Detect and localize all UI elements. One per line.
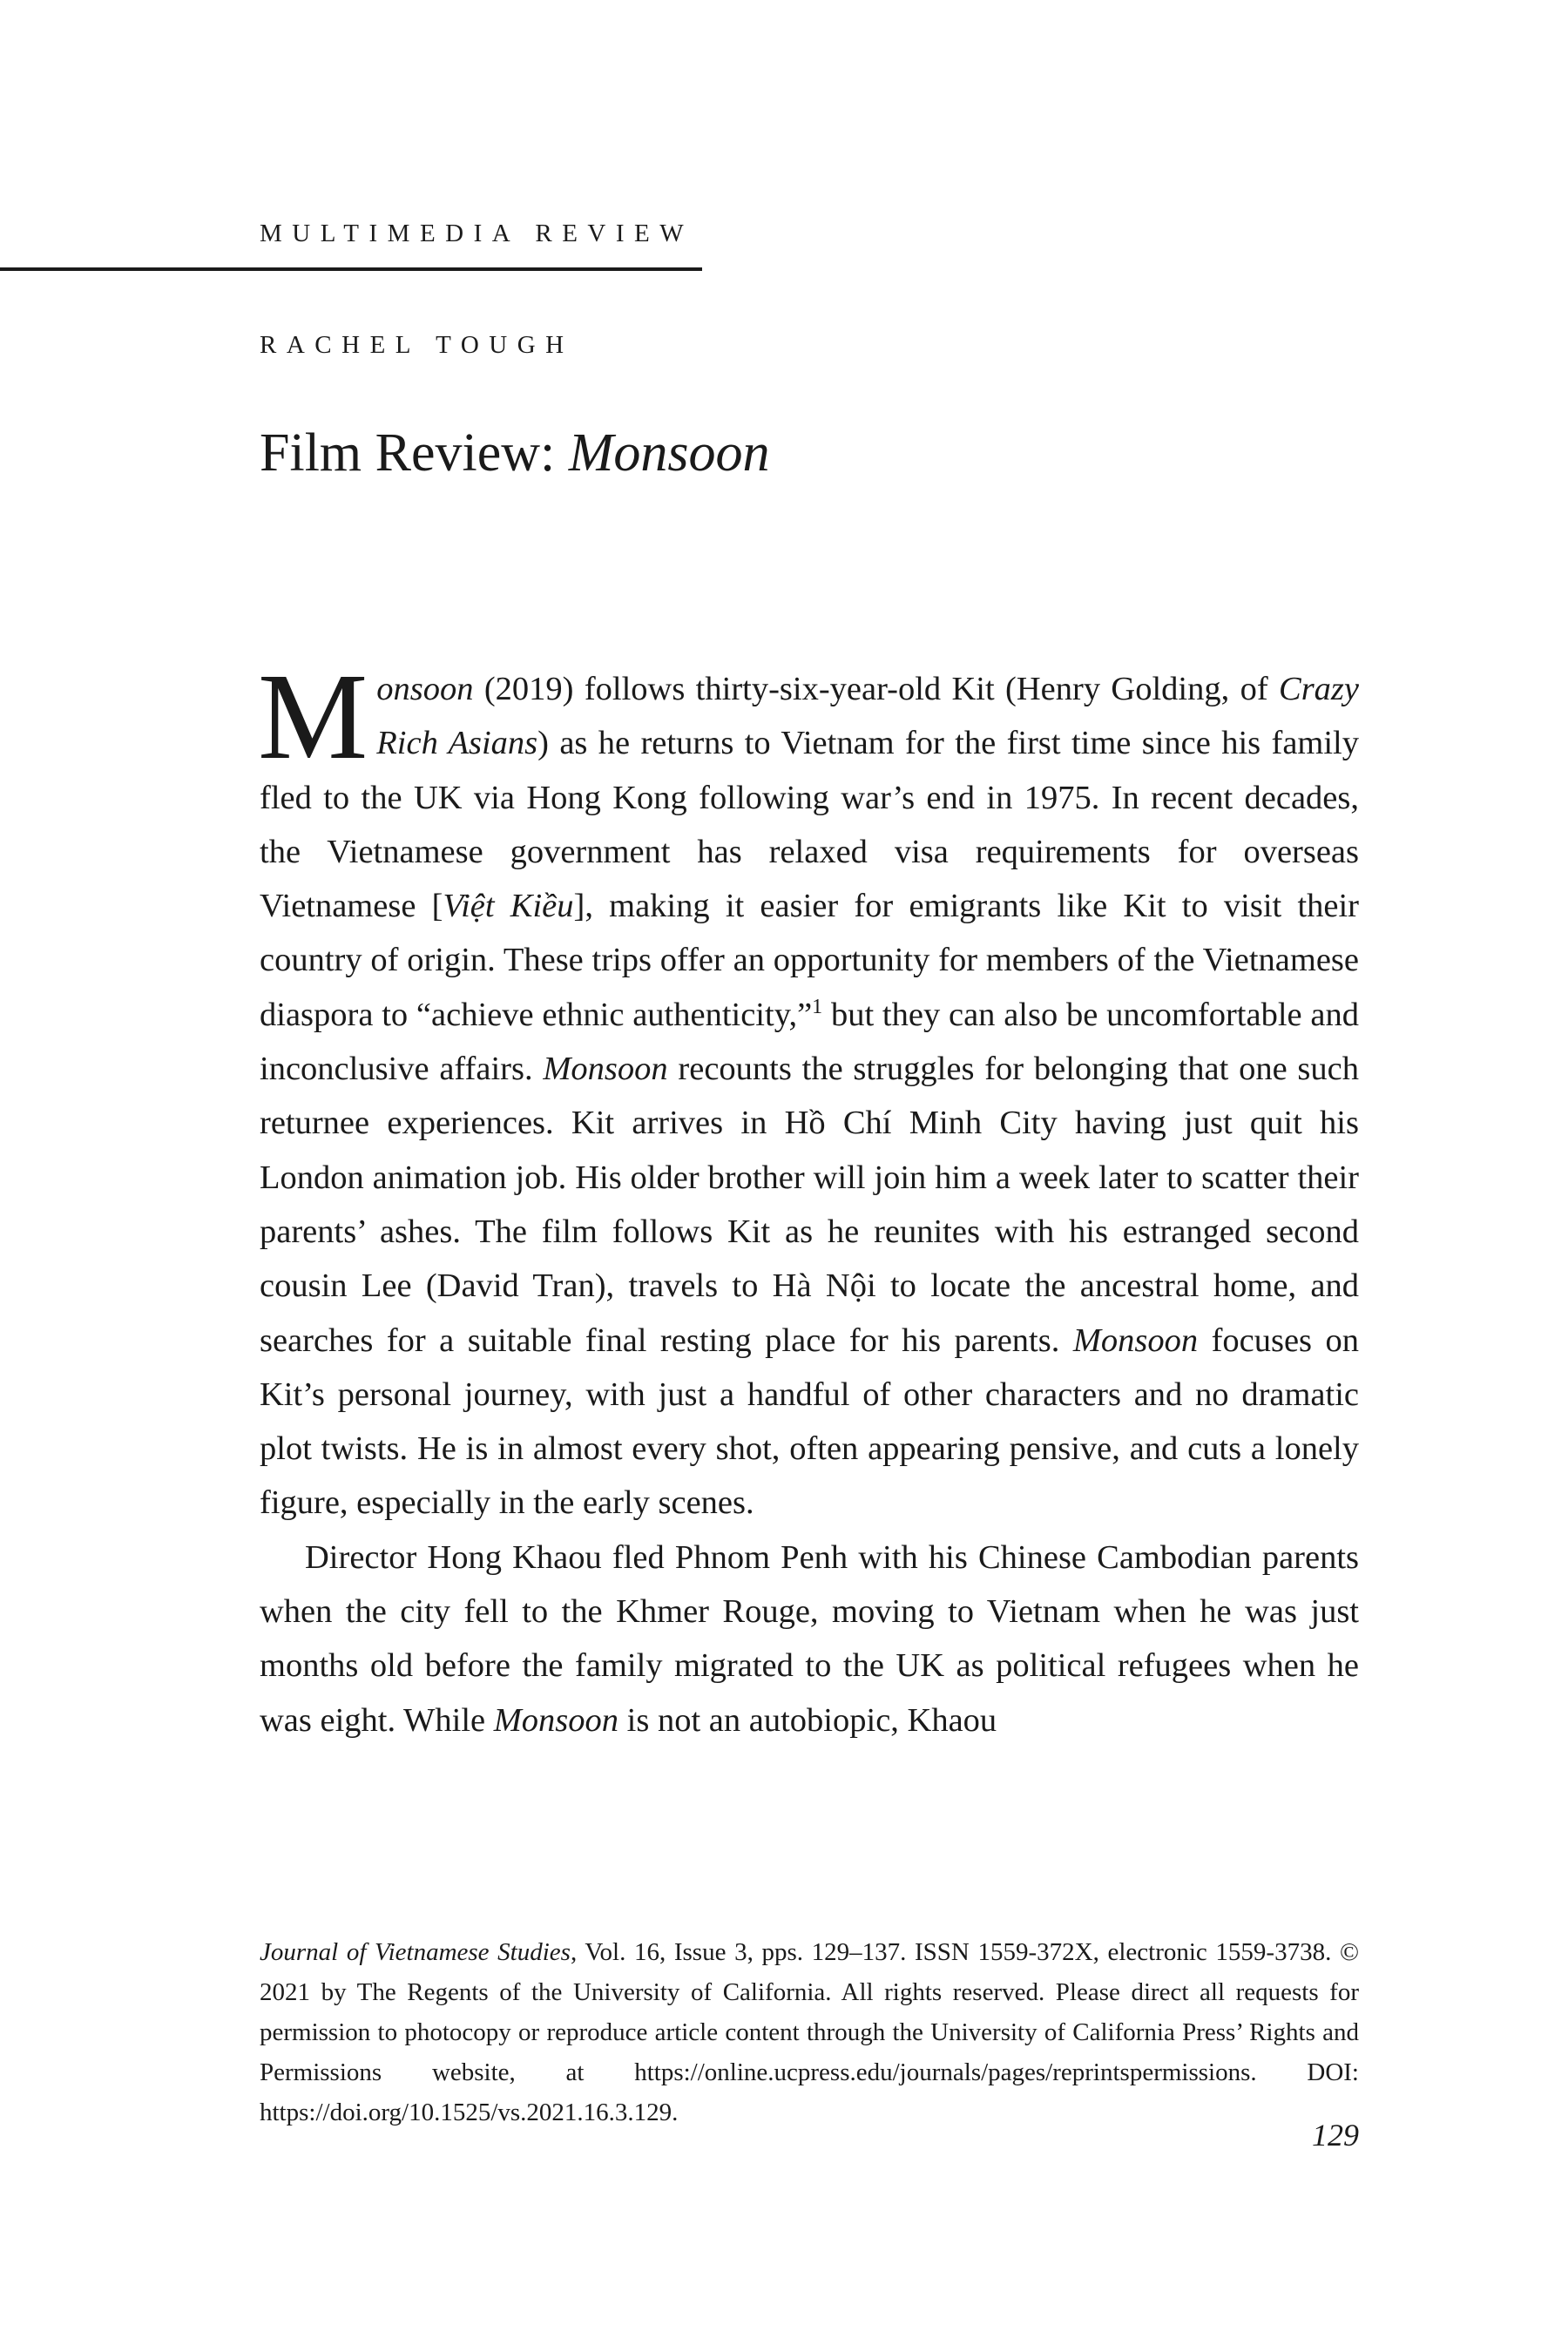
- section-divider: [0, 267, 702, 271]
- body-text-run: ) as he returns to Vietnam for the first time since his family fled to the UK via Hong Kong following war’s end in 1975. In recent decades, the Vietnamese government has relaxed visa requirements for overseas Vietnamese [: [260, 725, 1359, 925]
- film-title-italic: onsoon: [376, 671, 474, 707]
- film-title-italic: Monsoon: [493, 1701, 619, 1739]
- body-text-run: recounts the struggles for belonging that one such returnee experiences. Kit arrives in Hồ Chí Minh City having just quit his London animation job. His older brother will join him a week later to scatter their parents’ ashes. The film follows Kit as he reunites with his estranged second cousin Lee (David Tran), travels to Hà Nội to locate the ancestral home, and searches for a suitable final resting place for his parents.: [260, 1051, 1359, 1359]
- body-text-run: (2019) follows thirty-six-year-old Kit (Henry Golding, of: [473, 671, 1280, 707]
- body-text-run: but they can also be uncomfortable and inconclusive affairs.: [260, 996, 1359, 1088]
- body-text-run: is not an autobiopic, Khaou: [618, 1701, 997, 1739]
- film-title-italic: Monsoon: [543, 1051, 668, 1088]
- author-name: RACHEL TOUGH: [260, 331, 574, 359]
- page-number: 129: [1312, 2118, 1359, 2153]
- body-text-run: Director Hong Khaou fled Phnom Penh with his Chinese Cambodian parents when the city fell to the Khmer Rouge, moving to Vietnam when he was just months old before the family migrated to the UK as political refugees when he was eight. While: [260, 1538, 1359, 1739]
- body-text-run: ], making it easier for emigrants like Kit to visit their country of origin. These trips offer an opportunity for members of the Vietnamese diaspora to “achieve ethnic authenticity,”: [260, 888, 1359, 1033]
- title-prefix: Film Review:: [260, 423, 569, 483]
- publication-details: , Vol. 16, Issue 3, pps. 129–137. ISSN 1559-372X, electronic 1559-3738. © 2021 by The Regents of the University of California. All rights reserved. Please direct all requests for permission to photocopy or reproduce article content through the University of California Press’ Rights and Permissions website, at https://online.ucpress.edu/journals/pages/reprintspermissions. DOI: https://doi.org/10.1525/vs.2021.16.3.129.: [260, 1938, 1360, 2126]
- journal-name: Journal of Vietnamese Studies: [260, 1938, 571, 1966]
- article-body: [258, 647, 1359, 1747]
- section-label: MULTIMEDIA REVIEW: [260, 220, 694, 247]
- body-text-run: focuses on Kit’s personal journey, with just a handful of other characters and no dramatic plot twists. He is in almost every shot, often appearing pensive, and cuts a lonely figure, especially in the early scenes.: [260, 1321, 1359, 1522]
- film-title-italic: Monsoon: [1072, 1321, 1199, 1359]
- footnote-marker[interactable]: 1: [812, 995, 823, 1018]
- title-film-name: Monsoon: [568, 423, 770, 483]
- publication-footnote: [260, 1932, 1359, 2132]
- term-italic: Việt Kiều: [443, 888, 574, 925]
- article-title: [260, 422, 770, 484]
- paragraph-2: [260, 1531, 1359, 1747]
- paragraph-1: [258, 647, 1359, 1531]
- drop-cap: M: [258, 647, 368, 785]
- film-title-italic: Crazy Rich Asians: [376, 671, 1359, 762]
